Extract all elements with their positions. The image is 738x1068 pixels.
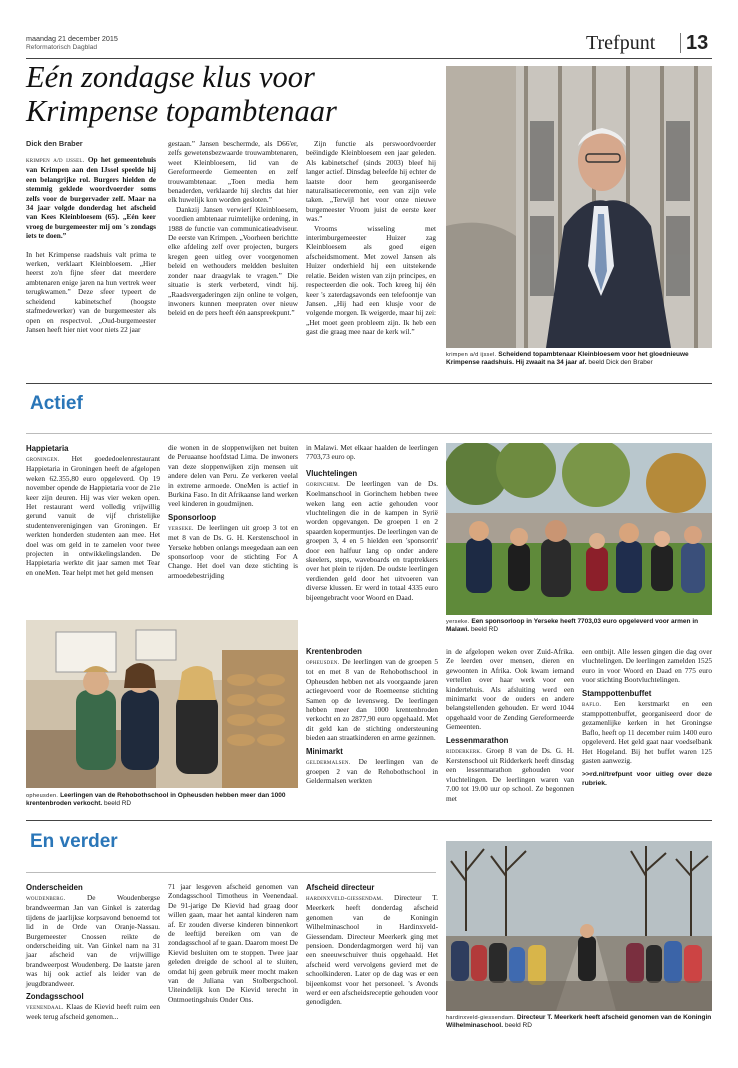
item-heading-sponsorloop: Sponsorloop	[168, 512, 217, 522]
photo-krentenbroden	[26, 620, 298, 788]
item-heading-onderscheiden: Onderscheiden	[26, 883, 83, 892]
item-body: Directeur T. Meerkerk heeft donderdag afscheid genomen van de Koningin Wilhelminaschool in Hardinxveld-Giessendam. Directeur Meerkerk ging met pensioen. Donderdagmorgen werd hij van een sneeuwschuiver thuis opgehaald. Het afscheid werd vervolgens gevierd met de schoolkinderen. Later op de dag was er een bijeenkomst voor het personeel. 's Avonds werd er een afscheidsreceptie gehouden voor genodigden.	[306, 893, 438, 1007]
page-number: 13	[686, 32, 709, 54]
masthead-divider	[680, 33, 681, 53]
item-place: geldermalsen.	[306, 758, 351, 766]
item-body: De leerlingen van de groepen 2 van de Rehobothschool in Geldermalsen werkten	[306, 756, 438, 786]
item-place: ridderkerk.	[446, 747, 483, 755]
item-body: Klaas de Kievid heeft ruim een week terug afscheid genomen...	[26, 1002, 160, 1022]
section-name: Trefpunt	[586, 32, 656, 54]
article-body-1: In het Krimpense raadshuis valt prima te werken, verklaart Kleinbloesem. „Hier heerst zo'n fijne sfeer dat meerdere ambtenaren enige jaren na hun vertrek weer terugkwamen.” Deze sfeer typeert de scheidend kabinetschef (hoogste stafmedewerker) van de burgemeester als open en respectvol. „Oud-burgemeester Jansen heeft hier niet voor niets 22 jaar	[26, 249, 156, 334]
en-verder-column-3	[306, 882, 438, 1007]
item-body: De Woudenbergse brandweerman Jan van Ginkel is zaterdag tijdens de jaarlijkse korpsavond benoemd tot lid in de Orde van Oranje-Nassau. Burgemeester Cnossen reikte de onderscheiding uit. Van Ginkel nam na 31 jaar afscheid van de vrijwillige brandweerpost Woudenberg. De laatste jaren was hij ook actief als leider van de jeugdbrandweer.	[26, 893, 161, 988]
item-body: Het goededoelenrestaurant Happietaria in Groningen heeft de afgelopen weken 62.355,80 euro opgeleverd. Op 19 november opende de Happietaria voor de 21e keer zijn deuren. Hij was vier weken open. Het restaurant werd volledig vrijwillig gerund vanuit de vijf christelijke studentenverenigingen van Groningen. Er werkten honderden studenten aan mee. Het doel was om geld in te zamelen voor twee projecten in ontwikkelingslanden. De Happietaria werkte dit jaar samen met Tear en oneMen. Tear helpt met het geld mensen	[26, 454, 161, 577]
item-body: in Malawi. Met elkaar haalden de leerlingen 7703,73 euro op.	[306, 443, 438, 462]
item-heading-stamppottenbuffet: Stamppottenbuffet	[582, 688, 652, 698]
article-column-1	[26, 155, 156, 334]
photo-sponsorloop	[446, 443, 712, 615]
photo-afscheid-image	[446, 841, 712, 1011]
photo-caption-top	[446, 351, 712, 368]
article-body-3: Dankzij Jansen verwierf Kleinbloesem, voordien ambtenaar ruimtelijke ordening, in 1988 de functie van communicatieadviseur. De eerste van Krimpen. „Voorheen berichtte elke afdeling zelf over projecten, burgers kregen geen uitleg over voorgenomen beleid en wethouders meldden besluiten zonder naar draagvlak te vragen.” Die situatie is sterk verbeterd, vindt hij. „Raadsvergaderingen zijn online te volgen, inwoners kunnen meepraten over nieuw beleid en de pers heeft één aanspreekpunt.”	[168, 204, 298, 318]
caption-text: Scheidend topambtenaar Kleinbloesem voor het gloednieuwe Krimpense raadshuis. Hij zwaait na 34 jaar af.	[446, 351, 689, 367]
caption-credit: beeld RD	[104, 800, 132, 808]
photo-kleinbloesem	[446, 66, 712, 348]
item-body: Een kerstmarkt en een stamppottenbuffet, georganiseerd door de gezamenlijke kerken in het Groningse Baflo, heeft op 11 december ruim 1400 euro opgeleverd. Het geld gaat naar voedselbank Het Hogeland. Bij het buffet waren 125 gasten aanwezig.	[582, 698, 712, 766]
section-rule-actief-2	[26, 433, 712, 434]
headline-line-1: Eén zondagse klus voor	[26, 60, 315, 94]
section-title-en-verder: En verder	[30, 831, 118, 852]
item-body: De leerlingen van de groepen 5 tot en met 8 van de Rehobothschool in Opheusden hebben net als voorgaande jaren actiegevoerd voor de Roemeense stichting Samen op de levensweg. De leerlingen hebben meer dan 1000 krentenbroden verkocht en zo 2877,90 euro opgehaald. Met dit geld kan de stichting ondersteuning bieden aan straatkinderen en arme gezinnen.	[306, 657, 439, 743]
item-body: 71 jaar lesgeven afscheid genomen van Zondagsschool Timotheus in Veenendaal. De 91-jarige De Kievid had graag door willen gaan, maar het aantal kinderen nam af. Er zouden diverse kinderen binnenkort de leeftijd bereiken om van de zondagsschool af te gaan. Daarom moest De Kievid besluiten om te stoppen. Twee jaar geleden dreigde de school al te sluiten, omdat hij geen gebruik meer mocht maken van de Juliana van Stolbergschool. Uiteindelijk kon De Kievid terecht in Ontmoetingshuis Onder Ons.	[168, 882, 298, 1004]
item-place: opheusden.	[306, 659, 340, 666]
article-body-4: Zijn functie als perswoordvoerder beëindigde Kleinbloesem een jaar geleden. Als kabinetschef (sinds 2003) bleef hij langer actief. Dinsdag beleefde hij echter de laatste door hem georganiseerde naturalisatieceremonie, een van zijn vele taken. „Terwijl het voor onze nieuwe burgemeester Vroom juist de eerste keer was.”	[306, 139, 436, 224]
section-rule-en-verder-2	[26, 872, 436, 873]
item-body: die wonen in de sloppenwijken net buiten de Peruaanse hoofdstad Lima. De inwoners van deze sloppenwijken zijn mensen uit andere delen van Peru. Ze verkeren veelal in extreme armoede. OneMen is actief in Burkina Faso. In dit Afrikaanse land werken veel kinderen in goudmijnen.	[168, 443, 298, 509]
dateline: krimpen a/d ijssel.	[26, 157, 85, 164]
masthead-date: maandag 21 december 2015	[26, 34, 118, 43]
photo-kleinbloesem-image	[446, 66, 712, 348]
article-body-2: gestaan.” Jansen beschermde, als D66'er, zelfs gewetensbezwaarde trouwambtenaren, weet Kleinbloesem, lid van de Gereformeerde Gemeenten en zelf trouwambtenaar. „Toen media hem benaderden, verklaarde hij slechts dat hier elk huwelijk kon worden gesloten.”	[168, 139, 298, 205]
item-heading-krentenbroden: Krentenbroden	[306, 647, 362, 656]
masthead-paper: Reformatorisch Dagblad	[26, 44, 98, 51]
article-column-2	[168, 139, 298, 318]
photo-caption-krentenbroden	[26, 792, 298, 809]
actief-column-3b	[306, 646, 438, 786]
caption-credit: beeld RD	[504, 1022, 532, 1030]
caption-text: Een sponsorloop in Yerseke heeft 7703,03 euro opgeleverd voor armen in Malawi.	[446, 618, 699, 634]
item-body: Groep 8 van de Ds. G. H. Kerstenschool uit Ridderkerk heeft dinsdag een lessenmarathon gehouden voor vluchtelingen. De leerlingen waren van 7.00 tot 19.00 uur op school. Ze begonnen met	[446, 745, 575, 803]
item-heading-lessenmarathon: Lessenmarathon	[446, 735, 509, 745]
lead-paragraph: Op het gemeentehuis van Krimpen aan den IJssel speelde hij een belangrijke rol. Burgers hielden de stemmig geklede woordvoerder soms zelfs voor de burgervader zelf. Maar na 34 jaar volgde donderdag het afscheid van Kees Kleinbloesem (65). „Eén keer vroeg de burgemeester mij om 's zondags iets te doen.”	[26, 155, 156, 241]
actief-column-1	[26, 443, 160, 577]
actief-column-4	[446, 647, 574, 803]
item-heading-minimarkt: Minimarkt	[306, 746, 343, 756]
caption-text: Directeur T. Meerkerk heeft afscheid genomen van de Koningin Wilhelminaschool.	[446, 1014, 712, 1030]
caption-place: yerseke.	[446, 619, 470, 625]
actief-column-5	[582, 647, 712, 789]
en-verder-column-2	[168, 882, 298, 1004]
photo-caption-afscheid	[446, 1014, 712, 1031]
item-heading-happietaria: Happietaria	[26, 444, 69, 453]
photo-sponsorloop-image	[446, 443, 712, 615]
caption-credit: beeld RD	[470, 626, 499, 634]
item-heading-zondagsschool: Zondagsschool	[26, 992, 84, 1002]
caption-place: krimpen a/d ijssel.	[446, 352, 497, 358]
item-body: in de afgelopen weken over Zuid-Afrika. Ze leerden over mensen, dieren en gewoonten in Afrika. Ook kwam iemand vertellen over haar werk voor een kindertehuis. Als afsluiting werd een minimarkt voor de ouders en andere belangstellenden gehouden. Er werd 1044 opgehaald voor de Zending Gereformeerde Gemeenten.	[446, 647, 574, 732]
headline	[26, 60, 436, 128]
item-place: yerseke.	[168, 524, 194, 532]
item-body: De leerlingen van de Ds. Koelmanschool in Gorinchem hebben twee weken lang een actie gehouden voor vluchtelingen die in de kampen in Syrië worden opgevangen. De groepen 1 en 2 spaarden kopermuntjes. De leerlingen van de groepen 3, 4 en 5 hielden een 'sponsorrit' door een halfuur lang op onder andere skeelers, steps, waveboards en traptrekkers over het plein te rijden. De oudste leerlingen verdienden geld door het uitvoeren van diverse klussen. Er werd in totaal 4335 euro bijeengebracht voor Woord en Daad.	[306, 478, 438, 602]
caption-place: hardinxveld-giessendam.	[446, 1015, 516, 1021]
item-body: een ontbijt. Alle lessen gingen die dag over vluchtelingen. De leerlingen zamelden 1525 euro in voor Woord en Daad en 775 euro voor stichting Bootvluchtelingen.	[582, 647, 712, 685]
byline: Dick den Braber	[26, 139, 83, 148]
headline-line-2: Krimpense topambtenaar	[26, 94, 337, 128]
item-heading-vluchtelingen: Vluchtelingen	[306, 468, 358, 478]
en-verder-column-1	[26, 882, 160, 1022]
actief-column-3	[306, 443, 438, 602]
actief-column-2	[168, 443, 298, 580]
article-column-3	[306, 139, 436, 337]
photo-afscheid-directeur	[446, 841, 712, 1011]
caption-credit: beeld Dick den Braber	[588, 359, 653, 367]
caption-place: opheusden.	[26, 793, 59, 799]
item-place: hardinxveld-giessendam.	[306, 895, 384, 902]
item-heading-afscheid-directeur: Afscheid directeur	[306, 883, 375, 892]
section-title-actief: Actief	[30, 393, 83, 414]
item-place: veenendaal.	[26, 1004, 64, 1012]
item-place: baflo.	[582, 700, 602, 708]
item-place: gorinchem.	[306, 480, 340, 488]
item-place: woudenberg.	[26, 895, 66, 902]
masthead-rule	[26, 58, 712, 59]
trefpunt-link[interactable]: >>rd.nl/trefpunt voor uitleg over deze rubriek.	[582, 771, 712, 788]
article-body-5: Vrooms wisseling met interimburgemeester Huizer zag Kleinbloesem als goed eigen afscheidsmoment. Met zowel Jansen als Huizer onderhield hij een uitstekende relatie. Beiden wisten van zijn principes, en respecteerden die ook. Toch kreeg hij één keer 's zaterdagsavonds een telefoontje van Jansen. „Hij had een klusje voor de volgende morgen. Ik weigerde, maar hij zei: „Het moet geen probleem zijn. Ik heb een gast die graag mee naar de kerk wil.”	[306, 223, 436, 337]
section-rule-actief	[26, 383, 712, 384]
section-rule-en-verder	[26, 820, 712, 821]
caption-text: Leerlingen van de Rehobothschool in Opheusden hebben meer dan 1000 krentenbroden verkocht.	[26, 792, 286, 808]
photo-caption-sponsorloop	[446, 618, 712, 635]
item-place: groningen.	[26, 456, 60, 463]
item-body: De leerlingen uit groep 3 tot en met 8 van de Ds. G. H. Kerstenschool in Yerseke hebben onlangs meegedaan aan een sponsorloop voor de stichting For A Change. Het doel van deze stichting is armoedebestrijding	[168, 522, 298, 580]
photo-krentenbroden-image	[26, 620, 298, 788]
